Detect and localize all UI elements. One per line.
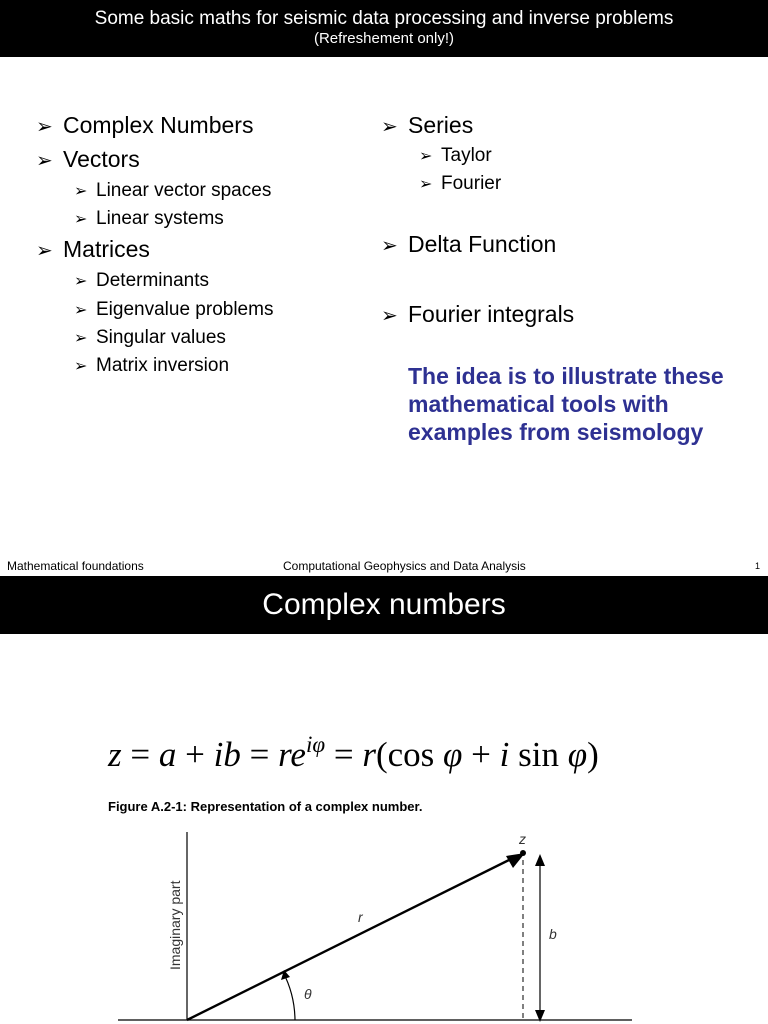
arrow-bullet-icon: ➢ (36, 148, 53, 172)
arrow-bullet-icon: ➢ (381, 114, 398, 138)
footer-center: Computational Geophysics and Data Analysis (283, 559, 526, 573)
bullet-label: Singular values (96, 327, 226, 348)
height-arrow-top-icon (535, 854, 545, 866)
arrow-bullet-icon: ➢ (381, 303, 398, 327)
arrow-bullet-icon: ➢ (419, 174, 433, 193)
slide-title: Complex numbers (262, 588, 506, 621)
bullet-fourier-integrals (381, 301, 574, 328)
bullet-series (381, 112, 473, 139)
bullet-label: Delta Function (408, 231, 557, 257)
bullet-label: Taylor (441, 145, 492, 166)
page-number: 1 (755, 561, 761, 571)
slide-title: Some basic maths for seismic data processing and inverse problems (94, 8, 674, 29)
bullet-matrix-inversion (74, 355, 229, 377)
equation-graphic (0, 730, 768, 786)
idea-statement: The idea is to illustrate these mathematical tools with examples from seismology (408, 363, 724, 445)
figure-caption: Figure A.2-1: Representation of a complex number. (108, 799, 423, 814)
bullet-label: Linear vector spaces (96, 180, 272, 201)
arrow-bullet-icon: ➢ (36, 114, 53, 138)
slide-title-bar (0, 576, 768, 634)
bullet-label: Fourier (441, 173, 502, 194)
equation-text: z = a + ib = $re^{i\varphi} = r(\cos$ φ + i sin φ) (108, 732, 599, 774)
bullet-linear-systems (74, 208, 224, 230)
bullet-vectors (36, 146, 140, 173)
label-theta: θ (304, 986, 312, 1002)
arrow-bullet-icon: ➢ (74, 300, 88, 319)
arrow-bullet-icon: ➢ (36, 238, 53, 262)
bullet-label: Determinants (96, 270, 209, 291)
bullet-linear-vector-spaces (74, 180, 271, 202)
bullet-label: Eigenvalue problems (96, 299, 274, 320)
bullet-label: Matrix inversion (96, 355, 230, 376)
arrow-bullet-icon: ➢ (381, 233, 398, 257)
arrow-bullet-icon: ➢ (74, 181, 88, 200)
complex-number-equation (0, 730, 768, 791)
label-z: z (519, 831, 526, 847)
bullet-determinants (74, 270, 209, 292)
bullet-label: Matrices (63, 236, 150, 262)
angle-arc (283, 972, 295, 1020)
arrow-bullet-icon: ➢ (419, 146, 433, 165)
slide-subtitle: (Refreshement only!) (313, 30, 455, 47)
footer-left: Mathematical foundations (7, 559, 144, 573)
radius-vector (187, 857, 515, 1020)
axis-label-imaginary: Imaginary part (167, 880, 183, 970)
bullet-label: Vectors (63, 146, 140, 172)
bullet-taylor (419, 145, 492, 167)
label-r: r (358, 909, 363, 925)
bullet-fourier (419, 173, 501, 195)
arrow-bullet-icon: ➢ (74, 356, 88, 375)
arrow-bullet-icon: ➢ (74, 271, 88, 290)
slide-title-bar (0, 0, 768, 57)
point-z (520, 850, 526, 856)
arrow-bullet-icon: ➢ (74, 328, 88, 347)
bullet-delta-function (381, 231, 556, 258)
complex-plane-diagram (0, 820, 768, 1024)
bullet-matrices (36, 236, 150, 263)
label-b: b (549, 926, 557, 942)
bullet-eigenvalue-problems (74, 299, 273, 321)
bullet-label: Series (408, 112, 474, 138)
arrow-bullet-icon: ➢ (74, 209, 88, 228)
bullet-label: Linear systems (96, 208, 224, 229)
bullet-label: Complex Numbers (63, 112, 254, 138)
bullet-complex-numbers (36, 112, 253, 139)
bullet-label: Fourier integrals (408, 301, 575, 327)
bullet-singular-values (74, 327, 226, 349)
